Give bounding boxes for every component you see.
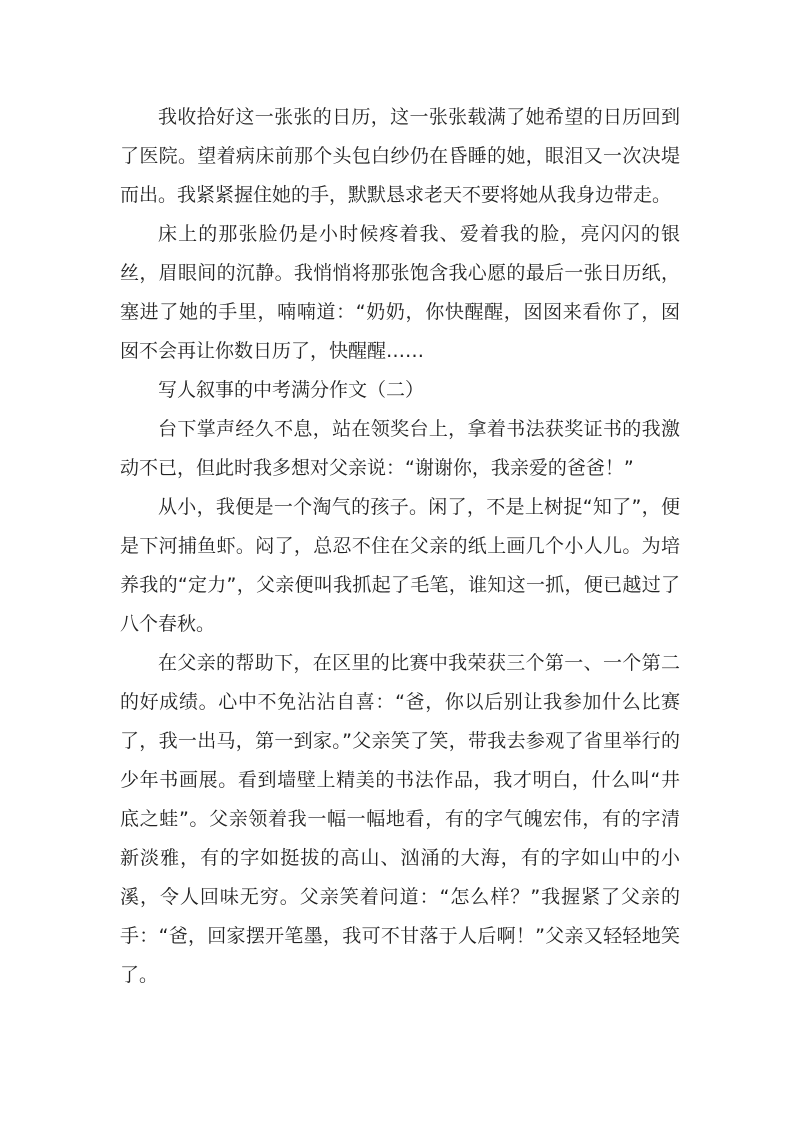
paragraph-5: 在父亲的帮助下，在区里的比赛中我荣获三个第一、一个第二的好成绩。心中不免沾沾自喜：“爸，你以后别让我参加什么比赛了，我一出马，第一到家。”父亲笑了笑，带我去参观了省里举行的少年书画展。看到墙壁上精美的书法作品，我才明白，什么叫“井底之蛙”。父亲领着我一幅一幅地看，有的字气魄宏伟，有的字清新淡雅，有的字如挺拔的高山、汹涌的大海，有的字如山中的小溪，令人回味无穷。父亲笑着问道：“怎么样？”我握紧了父亲的手：“爸，回家摆开笔墨，我可不甘落于人后啊！”父亲又轻轻地笑了。	[120, 652, 680, 986]
document-page	[120, 98, 680, 995]
paragraph-1: 我收拾好这一张张的日历，这一张张载满了她希望的日历回到了医院。望着病床前那个头包白纱仍在昏睡的她，眼泪又一次决堤而出。我紧紧握住她的手，默默恳求老天不要将她从我身边带走。	[120, 106, 680, 206]
paragraph-4: 从小，我便是一个淘气的孩子。闲了，不是上树捉“知了”，便是下河捕鱼虾。闷了，总忍不住在父亲的纸上画几个小人儿。为培养我的“定力”，父亲便叫我抓起了毛笔，谁知这一抓，便已越过了八个春秋。	[120, 496, 680, 635]
section-heading: 写人叙事的中考满分作文（二）	[158, 379, 425, 401]
paragraph-3: 台下掌声经久不息，站在领奖台上，拿着书法获奖证书的我激动不已，但此时我多想对父亲说：“谢谢你，我亲爱的爸爸！”	[120, 418, 680, 479]
paragraph-2: 床上的那张脸仍是小时候疼着我、爱着我的脸，亮闪闪的银丝，眉眼间的沉静。我悄悄将那张饱含我心愿的最后一张日历纸，塞进了她的手里，喃喃道：“奶奶，你快醒醒，囡囡来看你了，囡囡不会再让你数日历了，快醒醒……	[120, 223, 680, 362]
